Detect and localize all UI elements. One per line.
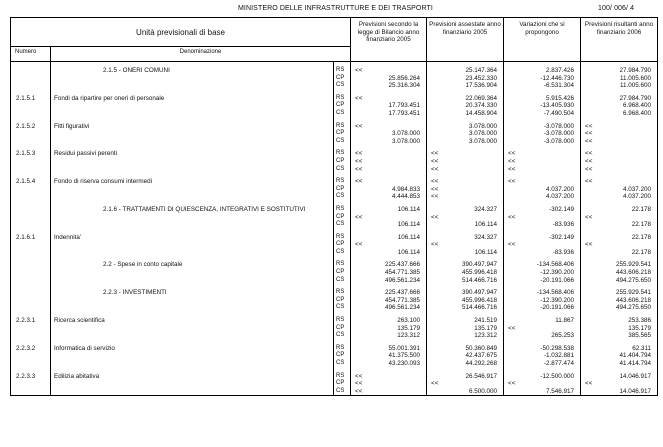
prev-legge-value: <<: [351, 388, 427, 396]
row-type-code: CP: [334, 75, 351, 83]
prev-risultanti-value: 4.037.200: [581, 193, 658, 201]
prev-legge-value: 17.793.451: [351, 102, 427, 110]
table-row: [11, 304, 658, 312]
prev-assestate-value: 26.546.917: [427, 373, 504, 381]
prev-assestate-value: 514.466.716: [427, 304, 504, 312]
prev-legge-value: 55.001.391: [351, 345, 427, 353]
table-row: [11, 352, 658, 360]
prev-legge-value: 106.114: [351, 206, 427, 214]
row-number: [11, 102, 51, 110]
row-denomination: Indennita': [51, 234, 334, 242]
table-row: [11, 317, 658, 325]
row-type-code: CS: [334, 277, 351, 285]
prev-assestate-value: <<: [427, 380, 504, 388]
row-type-code: CS: [334, 332, 351, 340]
prev-assestate-value: <<: [427, 186, 504, 194]
prev-assestate-value: <<: [427, 178, 504, 186]
prev-legge-value: 25.856.264: [351, 75, 427, 83]
row-number: 2.1.5.2: [11, 123, 51, 131]
prev-legge-value: <<: [351, 380, 427, 388]
table-row: [11, 123, 658, 131]
prev-assestate-value: <<: [427, 158, 504, 166]
prev-assestate-value: 241.519: [427, 317, 504, 325]
variazioni-value: <<: [504, 380, 581, 388]
prev-assestate-value: 135.179: [427, 325, 504, 333]
prev-legge-value: 25.316.304: [351, 82, 427, 90]
row-number: [11, 138, 51, 146]
variazioni-value: -1.032.881: [504, 352, 581, 360]
row-denomination: [51, 82, 334, 90]
page-number: 100/ 006/ 4: [598, 5, 635, 12]
prev-legge-value: 496.561.234: [351, 277, 427, 285]
prev-legge-value: 4.984.833: [351, 186, 427, 194]
row-type-code: RS: [334, 317, 351, 325]
prev-legge-value: <<: [351, 166, 427, 174]
table-row: [11, 388, 658, 396]
row-denomination: 2.1.6 - TRATTAMENTI DI QUIESCENZA, INTEGRATIVI E SOSTITUTIVI: [51, 206, 334, 214]
prev-risultanti-value: 11.005.600: [581, 82, 658, 90]
prev-risultanti-value: 6.968.400: [581, 110, 658, 118]
prev-legge-value: 17.793.451: [351, 110, 427, 118]
numero-header: Numero: [11, 47, 51, 62]
row-denomination: [51, 269, 334, 277]
row-type-code: CS: [334, 388, 351, 396]
prev-assestate-value: 44.292.268: [427, 360, 504, 368]
variazioni-value: <<: [504, 150, 581, 158]
table-row: [11, 214, 658, 222]
prev-legge-value: <<: [351, 178, 427, 186]
prev-assestate-value: 23.452.330: [427, 75, 504, 83]
row-number: [11, 186, 51, 194]
prev-legge-value: <<: [351, 214, 427, 222]
prev-risultanti-value: <<: [581, 138, 658, 146]
prev-assestate-value: 42.437.675: [427, 352, 504, 360]
table-row: [11, 130, 658, 138]
row-type-code: CP: [334, 325, 351, 333]
prev-risultanti-value: 255.929.541: [581, 289, 658, 297]
row-type-code: CP: [334, 297, 351, 305]
row-denomination: [51, 304, 334, 312]
prev-legge-value: 4.444.853: [351, 193, 427, 201]
row-type-code: RS: [334, 373, 351, 381]
prev-risultanti-value: <<: [581, 241, 658, 249]
table-row: [11, 102, 658, 110]
row-number: [11, 130, 51, 138]
prev-assestate-value: 123.312: [427, 332, 504, 340]
variazioni-value: 4.037.200: [504, 193, 581, 201]
row-number: [11, 158, 51, 166]
prev-risultanti-value: 22.178: [581, 234, 658, 242]
variazioni-value: -12.500.000: [504, 373, 581, 381]
prev-risultanti-value: 41.404.794: [581, 352, 658, 360]
prev-risultanti-value: 22.178: [581, 206, 658, 214]
row-number: [11, 380, 51, 388]
table-row: [11, 289, 658, 297]
row-denomination: [51, 110, 334, 118]
variazioni-value: -13.405.930: [504, 102, 581, 110]
prev-assestate-value: 455.996.418: [427, 269, 504, 277]
prev-risultanti-value: 11.005.600: [581, 75, 658, 83]
prev-legge-value: 135.179: [351, 325, 427, 333]
ministry-header: MINISTERO DELLE INFRASTRUTTURE E DEI TRASPORTI: [238, 5, 433, 12]
unita-header: Unità previsionali di base: [11, 18, 351, 47]
row-denomination: 2.1.5 - ONERI COMUNI: [51, 67, 334, 75]
variazioni-value: 2.837.426: [504, 67, 581, 75]
row-number: [11, 221, 51, 229]
table-row: [11, 297, 658, 305]
variazioni-value: <<: [504, 241, 581, 249]
prev-legge-value: 3.078.000: [351, 130, 427, 138]
prev-legge-value: 3.078.000: [351, 138, 427, 146]
prev-legge-value: <<: [351, 95, 427, 103]
row-denomination: [51, 360, 334, 368]
row-type-code: CP: [334, 241, 351, 249]
prev-legge-value: 41.375.500: [351, 352, 427, 360]
row-type-code: CP: [334, 158, 351, 166]
row-denomination: Fondi da ripartire per oneri di personale: [51, 95, 334, 103]
row-number: [11, 249, 51, 257]
variazioni-value: 7.546.917: [504, 388, 581, 396]
table-row: [11, 67, 658, 75]
prev-legge-value: <<: [351, 158, 427, 166]
prev-risultanti-header: Previsioni risultanti anno finanziario 2006: [581, 18, 658, 62]
row-number: [11, 214, 51, 222]
prev-risultanti-value: <<: [581, 178, 658, 186]
row-type-code: CS: [334, 193, 351, 201]
row-type-code: CS: [334, 221, 351, 229]
table-row: [11, 186, 658, 194]
prev-risultanti-value: 62.311: [581, 345, 658, 353]
row-denomination: [51, 214, 334, 222]
row-number: [11, 67, 51, 75]
row-number: [11, 269, 51, 277]
prev-risultanti-value: 27.984.790: [581, 67, 658, 75]
row-denomination: Fitti figurativi: [51, 123, 334, 131]
budget-table: [10, 17, 658, 396]
row-denomination: [51, 388, 334, 396]
prev-legge-value: 123.312: [351, 332, 427, 340]
prev-risultanti-value: 385.565: [581, 332, 658, 340]
prev-assestate-value: 20.374.330: [427, 102, 504, 110]
row-denomination: [51, 380, 334, 388]
table-row: [11, 138, 658, 146]
row-type-code: CP: [334, 186, 351, 194]
variazioni-value: -7.490.504: [504, 110, 581, 118]
table-row: [11, 206, 658, 214]
prev-legge-value: <<: [351, 373, 427, 381]
row-number: [11, 360, 51, 368]
prev-risultanti-value: <<: [581, 130, 658, 138]
row-type-code: CS: [334, 360, 351, 368]
variazioni-value: -12.390.200: [504, 297, 581, 305]
row-number: [11, 289, 51, 297]
table-row: [11, 110, 658, 118]
table-row: [11, 178, 658, 186]
table-row: [11, 249, 658, 257]
prev-risultanti-value: 27.984.790: [581, 95, 658, 103]
row-number: 2.1.5.1: [11, 95, 51, 103]
prev-risultanti-value: 443.606.218: [581, 269, 658, 277]
prev-assestate-value: <<: [427, 214, 504, 222]
row-denomination: [51, 249, 334, 257]
prev-legge-value: 106.114: [351, 234, 427, 242]
variazioni-value: 5.915.426: [504, 95, 581, 103]
row-number: [11, 241, 51, 249]
row-denomination: Ricerca scientifica: [51, 317, 334, 325]
row-number: [11, 277, 51, 285]
prev-legge-value: 454.771.385: [351, 269, 427, 277]
prev-risultanti-value: 494.275.650: [581, 277, 658, 285]
row-denomination: [51, 221, 334, 229]
table-row: [11, 221, 658, 229]
row-type-code: CS: [334, 138, 351, 146]
row-type-code: RS: [334, 261, 351, 269]
row-type-code: CS: [334, 166, 351, 174]
table-row: [11, 373, 658, 381]
prev-assestate-header: Previsioni assestate anno finanziario 2005: [427, 18, 504, 62]
prev-assestate-value: 106.114: [427, 221, 504, 229]
row-denomination: 2.2 - Spese in conto capitale: [51, 261, 334, 269]
row-type-code: RS: [334, 289, 351, 297]
row-type-code: RS: [334, 234, 351, 242]
prev-risultanti-value: 14.046.917: [581, 373, 658, 381]
prev-risultanti-value: 14.046.917: [581, 388, 658, 396]
table-row: [11, 82, 658, 90]
row-type-code: CS: [334, 249, 351, 257]
prev-legge-value: <<: [351, 241, 427, 249]
prev-legge-value: 263.100: [351, 317, 427, 325]
prev-legge-value: 225.437.666: [351, 261, 427, 269]
row-number: [11, 325, 51, 333]
variazioni-value: -3.078.000: [504, 123, 581, 131]
variazioni-value: -6.531.304: [504, 82, 581, 90]
row-denomination: [51, 352, 334, 360]
row-number: [11, 332, 51, 340]
variazioni-value: -302.149: [504, 206, 581, 214]
prev-assestate-value: 324.327: [427, 234, 504, 242]
table-row: [11, 95, 658, 103]
prev-risultanti-value: 135.179: [581, 325, 658, 333]
prev-assestate-value: <<: [427, 193, 504, 201]
row-number: 2.1.5.3: [11, 150, 51, 158]
row-number: [11, 75, 51, 83]
row-type-code: RS: [334, 206, 351, 214]
table-row: [11, 345, 658, 353]
row-number: [11, 110, 51, 118]
row-number: 2.2.3.2: [11, 345, 51, 353]
variazioni-value: <<: [504, 166, 581, 174]
row-type-code: CS: [334, 304, 351, 312]
row-number: [11, 206, 51, 214]
prev-risultanti-value: 255.929.541: [581, 261, 658, 269]
variazioni-value: 11.867: [504, 317, 581, 325]
row-type-code: RS: [334, 178, 351, 186]
variazioni-value: -134.568.406: [504, 261, 581, 269]
row-type-code: RS: [334, 95, 351, 103]
prev-assestate-value: 22.069.364: [427, 95, 504, 103]
row-denomination: [51, 297, 334, 305]
prev-legge-value: 454.771.385: [351, 297, 427, 305]
row-denomination: [51, 193, 334, 201]
table-row: [11, 158, 658, 166]
variazioni-value: -2.877.474: [504, 360, 581, 368]
variazioni-value: <<: [504, 325, 581, 333]
prev-risultanti-value: <<: [581, 150, 658, 158]
prev-risultanti-value: <<: [581, 123, 658, 131]
variazioni-value: -50.298.538: [504, 345, 581, 353]
prev-assestate-value: 6.500.000: [427, 388, 504, 396]
variazioni-value: -12.390.200: [504, 269, 581, 277]
prev-legge-value: 106.114: [351, 221, 427, 229]
prev-risultanti-value: 22.178: [581, 249, 658, 257]
row-denomination: Fondo di riserva consumi intermedi: [51, 178, 334, 186]
row-type-code: CP: [334, 214, 351, 222]
row-denomination: [51, 75, 334, 83]
row-number: [11, 166, 51, 174]
row-type-code: CP: [334, 352, 351, 360]
variazioni-value: 4.037.200: [504, 186, 581, 194]
row-denomination: [51, 186, 334, 194]
row-number: 2.1.6.1: [11, 234, 51, 242]
row-type-code: CS: [334, 82, 351, 90]
table-row: [11, 166, 658, 174]
prev-assestate-value: 455.996.418: [427, 297, 504, 305]
row-number: [11, 304, 51, 312]
variazioni-value: -83.936: [504, 221, 581, 229]
variazioni-value: -3.078.000: [504, 130, 581, 138]
denominazione-header: Denominazione: [51, 47, 351, 62]
row-number: 2.1.5.4: [11, 178, 51, 186]
row-denomination: [51, 130, 334, 138]
row-denomination: [51, 166, 334, 174]
prev-risultanti-value: <<: [581, 166, 658, 174]
prev-assestate-value: 17.536.904: [427, 82, 504, 90]
row-denomination: Edilizia abitativa: [51, 373, 334, 381]
prev-legge-value: <<: [351, 123, 427, 131]
table-row: [11, 325, 658, 333]
row-number: 2.2.3.3: [11, 373, 51, 381]
row-denomination: [51, 102, 334, 110]
row-number: [11, 297, 51, 305]
prev-legge-header: Previsioni secondo la legge di Bilancio anno finanziario 2005: [351, 18, 427, 62]
prev-assestate-value: <<: [427, 166, 504, 174]
table-row: [11, 380, 658, 388]
row-number: [11, 261, 51, 269]
prev-assestate-value: 3.078.000: [427, 123, 504, 131]
prev-assestate-value: 390.497.947: [427, 289, 504, 297]
table-row: [11, 234, 658, 242]
table-row: [11, 75, 658, 83]
row-type-code: CP: [334, 130, 351, 138]
variazioni-value: -83.936: [504, 249, 581, 257]
variazioni-header: Variazioni che si propongono: [504, 18, 581, 62]
prev-risultanti-value: 41.414.794: [581, 360, 658, 368]
row-denomination: [51, 158, 334, 166]
prev-risultanti-value: <<: [581, 158, 658, 166]
row-denomination: Informatica di servizio: [51, 345, 334, 353]
row-type-code: CS: [334, 110, 351, 118]
variazioni-value: -20.191.066: [504, 277, 581, 285]
prev-assestate-value: <<: [427, 150, 504, 158]
row-type-code: RS: [334, 123, 351, 131]
row-number: [11, 193, 51, 201]
prev-legge-value: <<: [351, 150, 427, 158]
table-row: [11, 193, 658, 201]
prev-risultanti-value: 494.275.650: [581, 304, 658, 312]
prev-assestate-value: 390.497.947: [427, 261, 504, 269]
table-row: [11, 150, 658, 158]
prev-assestate-value: 14.458.904: [427, 110, 504, 118]
variazioni-value: -302.149: [504, 234, 581, 242]
variazioni-value: -20.191.066: [504, 304, 581, 312]
table-row: [11, 360, 658, 368]
row-type-code: RS: [334, 345, 351, 353]
row-denomination: [51, 332, 334, 340]
prev-legge-value: 106.114: [351, 249, 427, 257]
variazioni-value: 265.253: [504, 332, 581, 340]
row-denomination: [51, 277, 334, 285]
row-type-code: CP: [334, 269, 351, 277]
variazioni-value: <<: [504, 158, 581, 166]
table-row: [11, 241, 658, 249]
prev-assestate-value: 106.114: [427, 249, 504, 257]
prev-risultanti-value: 253.386: [581, 317, 658, 325]
table-row: [11, 261, 658, 269]
variazioni-value: -3.078.000: [504, 138, 581, 146]
prev-risultanti-value: 6.968.400: [581, 102, 658, 110]
prev-assestate-value: <<: [427, 241, 504, 249]
table-body: [11, 62, 658, 396]
prev-risultanti-value: 22.178: [581, 221, 658, 229]
prev-risultanti-value: <<: [581, 380, 658, 388]
row-type-code: RS: [334, 67, 351, 75]
row-type-code: RS: [334, 150, 351, 158]
table-row: [11, 269, 658, 277]
prev-risultanti-value: <<: [581, 214, 658, 222]
prev-assestate-value: 3.078.000: [427, 130, 504, 138]
row-denomination: [51, 325, 334, 333]
prev-legge-value: <<: [351, 67, 427, 75]
prev-risultanti-value: 443.606.218: [581, 297, 658, 305]
row-number: [11, 352, 51, 360]
row-type-code: CP: [334, 102, 351, 110]
prev-assestate-value: 50.360.849: [427, 345, 504, 353]
row-denomination: 2.2.3 - INVESTIMENTI: [51, 289, 334, 297]
prev-assestate-value: 25.147.364: [427, 67, 504, 75]
row-type-code: CP: [334, 380, 351, 388]
row-denomination: [51, 241, 334, 249]
variazioni-value: <<: [504, 178, 581, 186]
table-row: [11, 332, 658, 340]
prev-assestate-value: 3.078.000: [427, 138, 504, 146]
table-row: [11, 277, 658, 285]
prev-assestate-value: 514.466.716: [427, 277, 504, 285]
prev-legge-value: 496.561.234: [351, 304, 427, 312]
prev-legge-value: 225.437.666: [351, 289, 427, 297]
prev-legge-value: 43.230.093: [351, 360, 427, 368]
variazioni-value: -134.568.406: [504, 289, 581, 297]
variazioni-value: <<: [504, 214, 581, 222]
prev-assestate-value: 324.327: [427, 206, 504, 214]
row-denomination: [51, 138, 334, 146]
row-number: 2.2.3.1: [11, 317, 51, 325]
prev-risultanti-value: 4.037.200: [581, 186, 658, 194]
row-number: [11, 82, 51, 90]
row-denomination: Residui passivi perenti: [51, 150, 334, 158]
row-number: [11, 388, 51, 396]
variazioni-value: -12.446.730: [504, 75, 581, 83]
